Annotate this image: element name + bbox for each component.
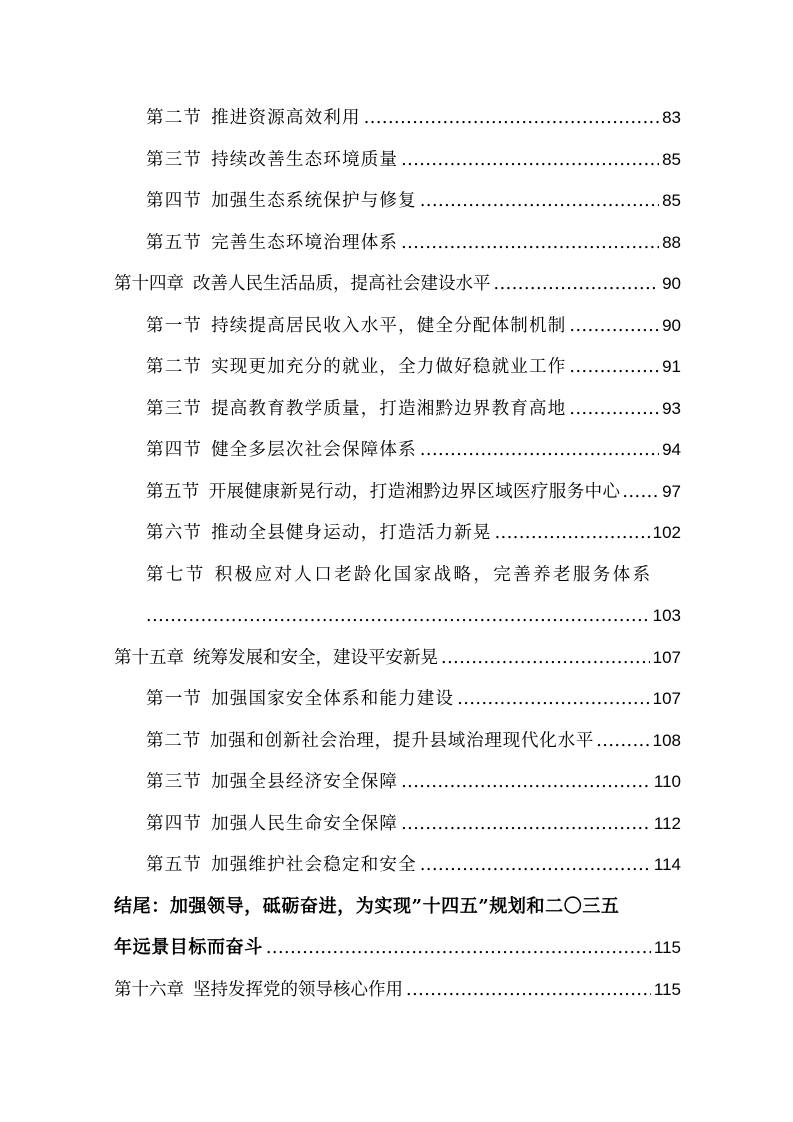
page-number: 112 <box>653 814 681 833</box>
dot-leader <box>495 520 650 546</box>
toc-entry[interactable] <box>146 728 681 754</box>
toc-entry[interactable] <box>146 396 681 422</box>
dot-leader <box>420 852 651 878</box>
dot-leader <box>406 977 651 1003</box>
page-number: 115 <box>653 938 681 957</box>
dot-leader <box>420 437 659 463</box>
toc-entry-title: 加强领导，砥砺奋进，为实现”十四五”规划和二〇三五 <box>169 896 620 917</box>
dot-leader <box>441 645 650 671</box>
toc-entry[interactable] <box>146 313 681 339</box>
toc-entry[interactable] <box>146 769 681 795</box>
dot-leader <box>401 147 659 173</box>
dot-leader <box>266 935 651 961</box>
toc-entry[interactable] <box>146 852 681 878</box>
toc-entry[interactable] <box>146 147 681 173</box>
toc-entry-title: 积极应对人口老龄化国家战略，完善养老服务体系 <box>214 565 653 585</box>
toc-entry-label: 第四节 健全多层次社会保障体系 <box>146 440 417 460</box>
page-number: 108 <box>652 731 681 750</box>
toc-entry-label: 第三节 加强全县经济安全保障 <box>146 772 399 792</box>
toc-entry[interactable] <box>146 354 681 380</box>
toc-entry-label: 第五节 加强维护社会稳定和安全 <box>146 855 417 875</box>
page-number: 107 <box>652 689 681 708</box>
toc-entry-label: 第三节 提高教育教学质量，打造湘黔边界教育高地 <box>146 399 567 419</box>
page-number: 114 <box>653 855 681 874</box>
dot-leader <box>364 105 659 131</box>
toc-entry-continuation[interactable] <box>146 603 681 629</box>
toc-closing-continuation[interactable] <box>114 935 681 961</box>
toc-chapter-entry[interactable] <box>114 645 681 671</box>
dot-leader <box>494 271 660 297</box>
page-number: 93 <box>662 399 681 418</box>
toc-entry[interactable] <box>146 437 681 463</box>
page-number: 85 <box>662 191 681 210</box>
page-number: 90 <box>662 274 681 293</box>
toc-entry-label: 第五节 完善生态环境治理体系 <box>146 233 399 253</box>
page-number: 83 <box>662 108 681 127</box>
toc-entry-label: 第一节 持续提高居民收入水平，健全分配体制机制 <box>146 316 567 336</box>
dot-leader <box>146 603 650 629</box>
toc-entry-label: 第五节 开展健康新晃行动，打造湘黔边界区域医疗服务中心 <box>146 482 621 502</box>
dot-leader <box>401 811 651 837</box>
page-number: 107 <box>652 648 681 667</box>
toc-entry-label: 第二节 加强和创新社会治理，提升县域治理现代化水平 <box>146 731 595 751</box>
page-number: 90 <box>662 316 681 335</box>
dot-leader <box>569 354 659 380</box>
toc-entry-label: 第二节 实现更加充分的就业，全力做好稳就业工作 <box>146 357 567 377</box>
page-number: 103 <box>652 606 681 625</box>
toc-entry-label[interactable] <box>146 562 653 588</box>
toc-entry[interactable] <box>146 811 681 837</box>
toc-chapter-entry[interactable] <box>114 271 681 297</box>
page-number: 115 <box>653 980 681 999</box>
toc-entry-label: 第十四章 改善人民生活品质，提高社会建设水平 <box>114 274 491 294</box>
toc-chapter-entry[interactable] <box>114 977 681 1003</box>
toc-entry-label: 第四节 加强生态系统保护与修复 <box>146 191 417 211</box>
dot-leader <box>569 313 659 339</box>
toc-entry[interactable] <box>146 230 681 256</box>
toc-entry-number: 第七节 <box>146 565 206 585</box>
page-number: 94 <box>662 440 681 459</box>
toc-entry-label: 第二节 推进资源高效利用 <box>146 108 361 128</box>
page-number: 91 <box>662 357 681 376</box>
page-number: 102 <box>652 523 681 542</box>
toc-entry[interactable] <box>146 188 681 214</box>
toc-entry[interactable] <box>146 520 681 546</box>
dot-leader <box>622 479 660 505</box>
dot-leader <box>457 686 649 712</box>
dot-leader <box>596 728 650 754</box>
toc-entry[interactable] <box>146 686 681 712</box>
dot-leader <box>420 188 659 214</box>
toc-entry-title-continued: 年远景目标而奋斗 <box>114 937 263 958</box>
toc-entry[interactable] <box>146 479 681 505</box>
toc-entry-label: 第十六章 坚持发挥党的领导核心作用 <box>114 980 403 1000</box>
page-number: 97 <box>662 482 681 501</box>
toc-entry-label: 第十五章 统筹发展和安全，建设平安新晃 <box>114 648 438 668</box>
page-number: 88 <box>662 233 681 252</box>
toc-entry-label: 第六节 推动全县健身运动，打造活力新晃 <box>146 523 492 543</box>
toc-entry-number: 结尾： <box>114 896 170 917</box>
dot-leader <box>401 769 651 795</box>
toc-entry-label: 第四节 加强人民生命安全保障 <box>146 814 399 834</box>
toc-closing-label[interactable] <box>114 894 620 920</box>
toc-entry[interactable] <box>146 105 681 131</box>
toc-entry-label: 第一节 加强国家安全体系和能力建设 <box>146 689 455 709</box>
page-number: 85 <box>662 150 681 169</box>
toc-entry-label: 第三节 持续改善生态环境质量 <box>146 150 399 170</box>
dot-leader <box>569 396 659 422</box>
page-number: 110 <box>653 772 681 791</box>
dot-leader <box>401 230 659 256</box>
